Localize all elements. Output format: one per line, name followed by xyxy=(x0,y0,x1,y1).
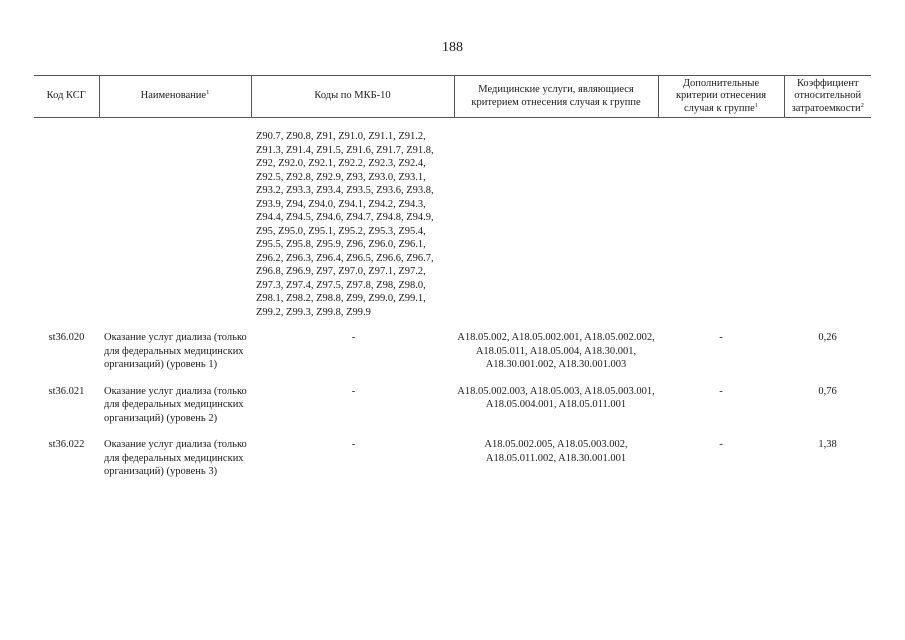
header-coef: Коэффициент относительной затратоемкости$^2$ xyxy=(784,76,871,118)
cell-name xyxy=(99,118,251,320)
cell-name: Оказание услуг диализа (только для федеральных медицинских организаций) (уровень 1) xyxy=(104,332,247,370)
cell-name: Оказание услуг диализа (только для федеральных медицинских организаций) (уровень 3) xyxy=(104,439,247,477)
cell-services xyxy=(454,118,658,320)
cell-criteria: - xyxy=(719,439,723,450)
page-number: 188 xyxy=(442,40,463,55)
header-services: Медицинские услуги, являющиеся критерием отнесения случая к группе xyxy=(454,76,658,118)
cell-coef xyxy=(784,118,871,320)
table-row xyxy=(34,425,871,479)
cell-services: A18.05.002, A18.05.002.001, A18.05.002.002, A18.05.011, A18.05.004, A18.30.001, A18.30.001.002, A18.30.001.003 xyxy=(457,332,655,370)
cell-code: st36.021 xyxy=(48,385,85,397)
table-row-continuation xyxy=(34,118,871,320)
cell-code: st36.022 xyxy=(48,439,85,450)
table-row xyxy=(34,319,871,372)
table-row xyxy=(34,372,871,426)
footnote-mark: 1 xyxy=(754,101,759,109)
cell-services: A18.05.002.005, A18.05.003.002, A18.05.011.002, A18.30.001.001 xyxy=(484,439,628,464)
header-name: Наименование$^1$ xyxy=(99,76,251,118)
ksg-table xyxy=(34,75,871,479)
table-header xyxy=(34,76,871,118)
cell-name: Оказание услуг диализа (только для федеральных медицинских организаций) (уровень 2) xyxy=(104,385,247,424)
cell-code xyxy=(34,118,99,320)
cell-coef: 0,26 xyxy=(818,332,837,343)
cell-criteria xyxy=(658,118,784,320)
cell-code: st36.020 xyxy=(48,332,85,343)
cell-mkb: - xyxy=(351,385,356,397)
cell-coef: 0,76 xyxy=(818,385,837,397)
cell-coef: 1,38 xyxy=(818,439,837,450)
header-criteria: Дополнительные критерии отнесения случая к группе$^1$ xyxy=(658,76,784,118)
cell-mkb: - xyxy=(351,439,356,450)
header-code: Код КСГ xyxy=(34,76,99,118)
cell-mkb: Z90.7, Z90.8, Z91, Z91.0, Z91.1, Z91.2, Z91.3, Z91.4, Z91.5, Z91.6, Z91.7, Z91.8, Z92, Z92.0, Z92.1, Z92.2, Z92.3, Z92.4, Z92.5, Z92.8, Z92.9, Z93, Z93.0, Z93.1, Z93.2, Z93.3, Z93.4, Z93.5, Z93.6, Z93.8, Z93.9, Z94, Z94.0, Z94.1, Z94.2, Z94.3, Z94.4, Z94.5, Z94.6, Z94.7, Z94.8, Z94.9, Z95, Z95.0, Z95.1, Z95.2, Z95.3, Z95.4, Z95.5, Z95.8, Z95.9, Z96, Z96.0, Z96.1, Z96.2, Z96.3, Z96.4, Z96.5, Z96.6, Z96.7, Z96.8, Z96.9, Z97, Z97.0, Z97.1, Z97.2, Z97.3, Z97.4, Z97.5, Z97.8, Z98, Z98.0, Z98.1, Z98.2, Z98.8, Z99, Z99.0, Z99.1, Z99.2, Z99.3, Z99.8, Z99.9 xyxy=(256,131,434,318)
footnote-mark: 2 xyxy=(860,101,864,109)
footnote-mark: 1 xyxy=(206,89,210,97)
cell-mkb: - xyxy=(351,332,356,343)
cell-criteria: - xyxy=(719,385,723,397)
cell-services: A18.05.002.003, A18.05.003, A18.05.003.001, A18.05.004.001, A18.05.011.001 xyxy=(457,385,655,410)
cell-criteria: - xyxy=(719,332,723,343)
header-mkb: Коды по МКБ-10 xyxy=(251,76,454,118)
